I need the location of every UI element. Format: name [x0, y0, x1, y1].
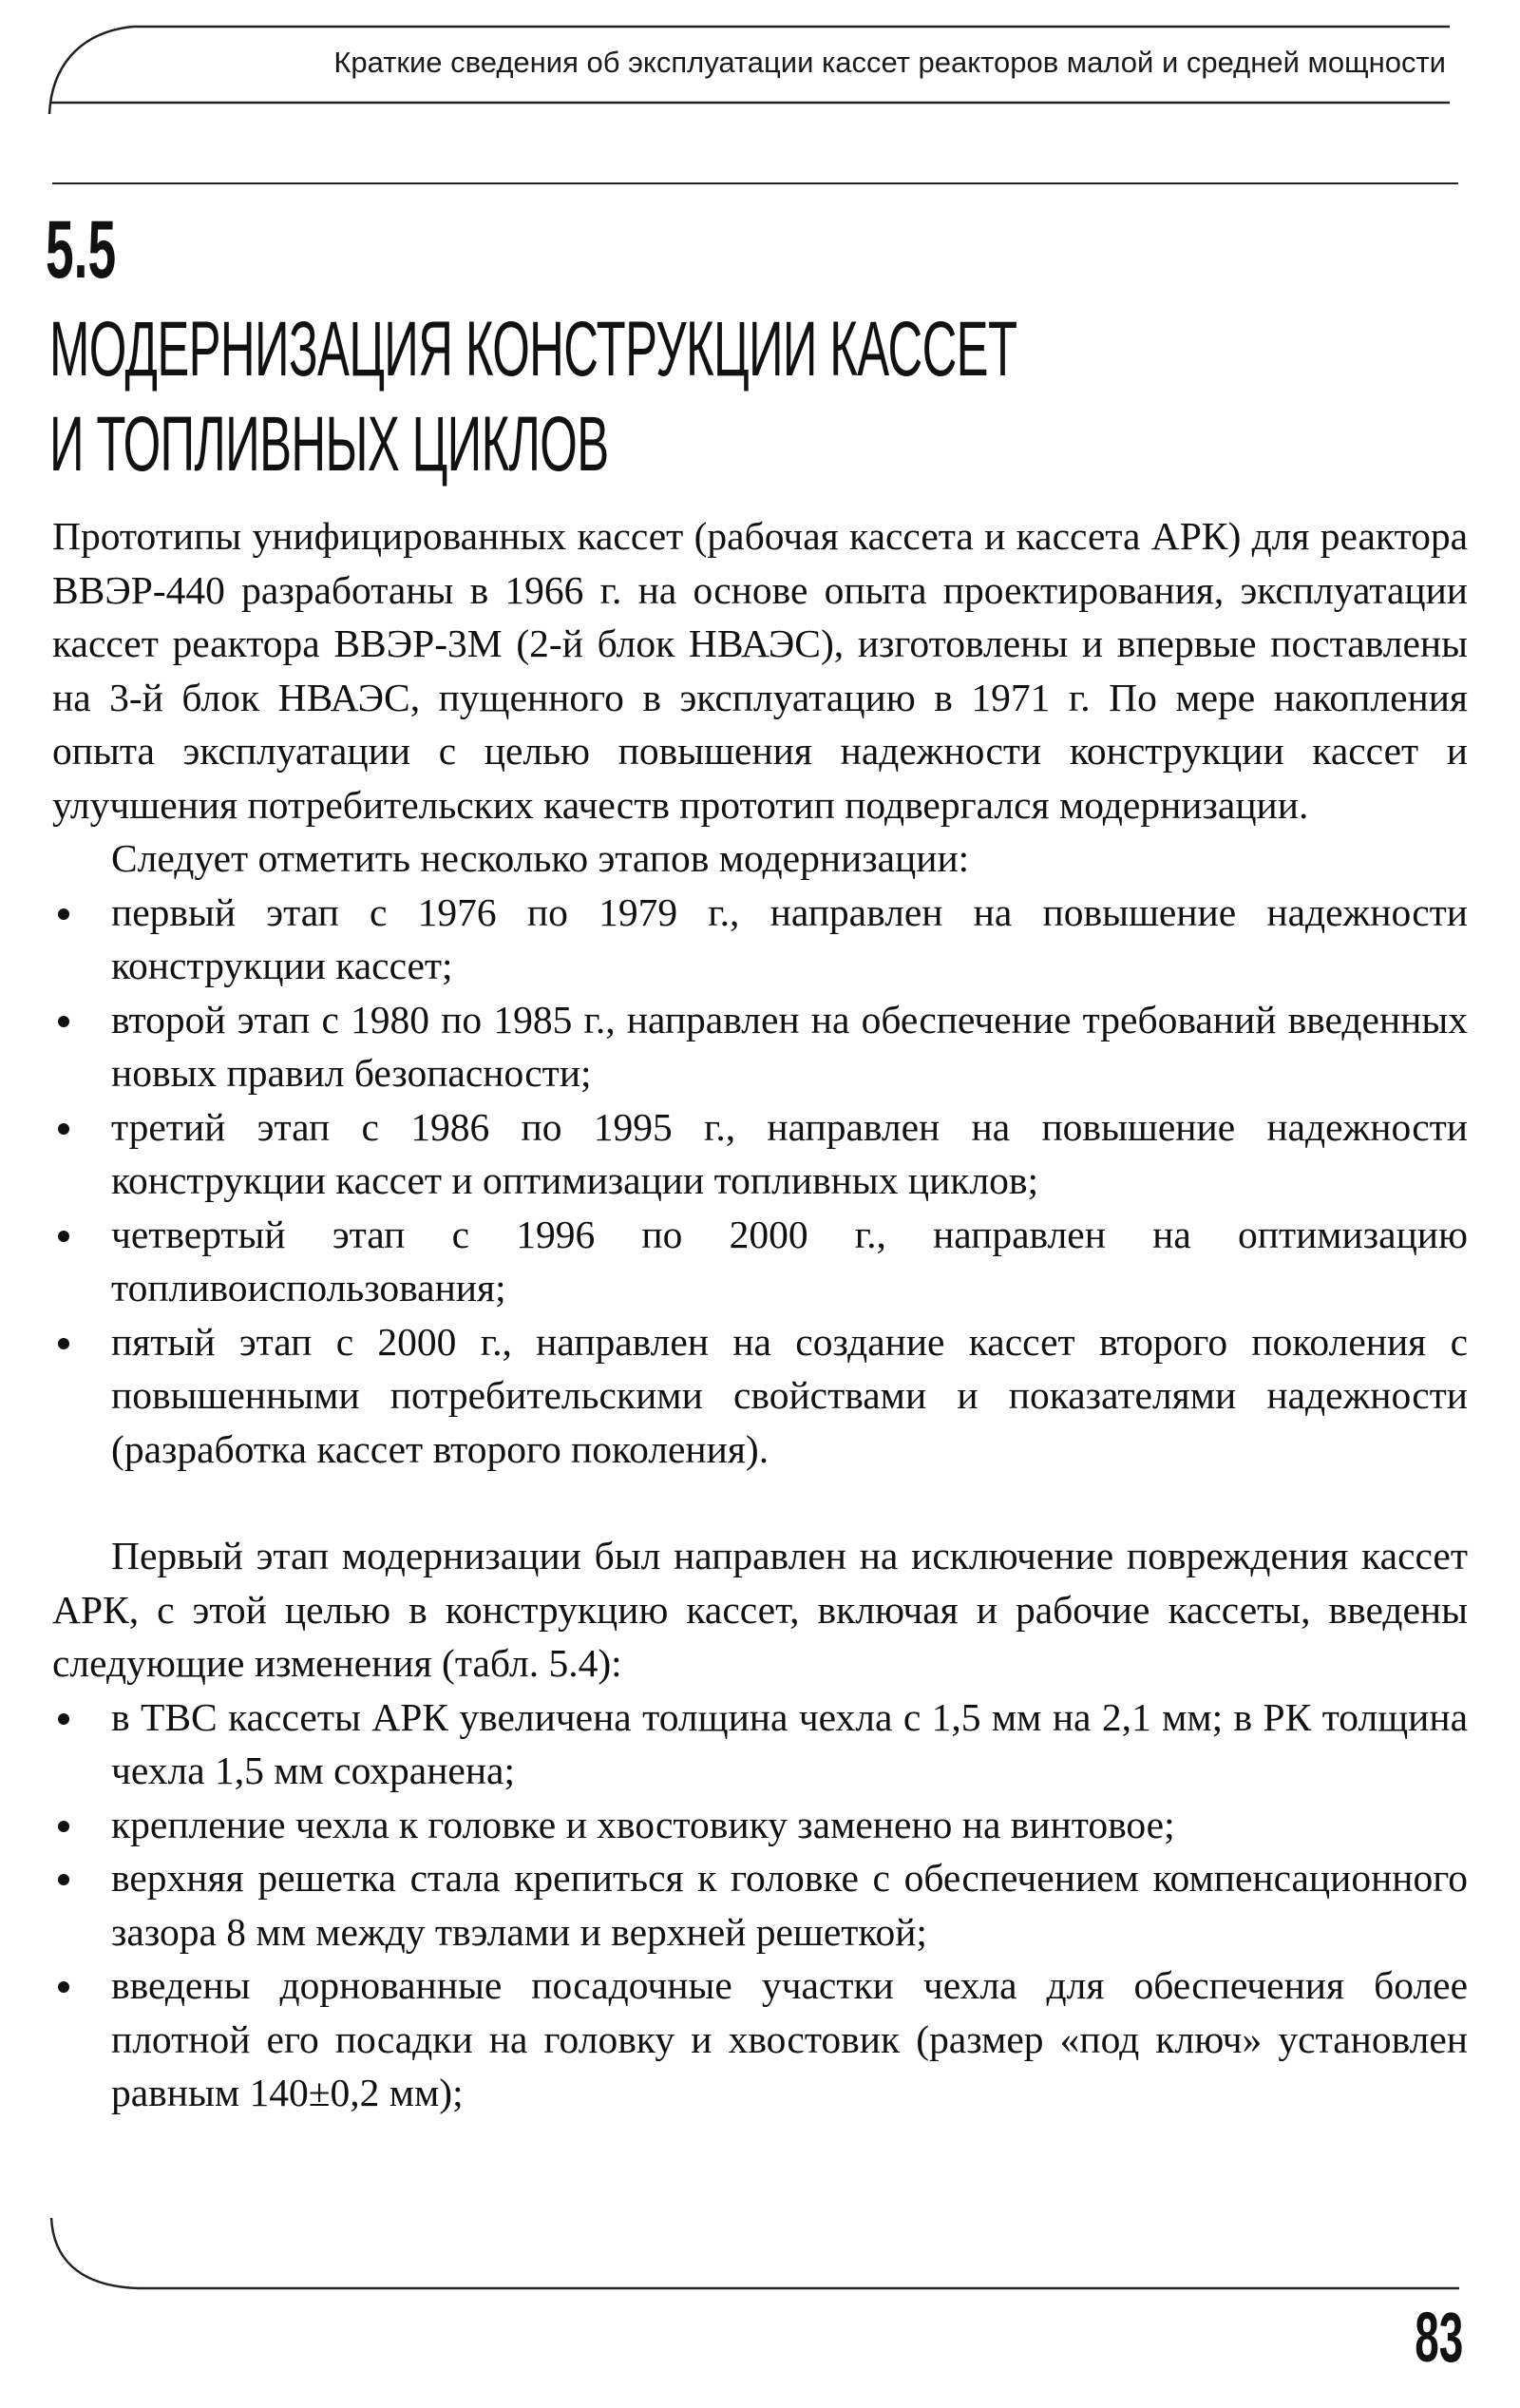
bullet-icon — [58, 1981, 69, 1993]
list-item-text: третий этап с 1986 по 1995 г., направлен на повышение надежности конструкции кассет и оптимизации топливных циклов; — [111, 1104, 1468, 1202]
bullet-icon — [58, 908, 69, 920]
list-item — [52, 1100, 1468, 1208]
bullet-icon — [58, 1338, 69, 1349]
list-item-text: верхняя решетка стала крепиться к головке с обеспечением компенсационного зазора 8 мм между твэлами и верхней решеткой; — [111, 1856, 1468, 1954]
list-item-text: первый этап с 1976 по 1979 г., направлен на повышение надежности конструкции кассет; — [111, 889, 1468, 987]
footer-frame — [48, 2214, 1472, 2300]
list-item — [52, 1798, 1468, 1852]
list-item-text: второй этап с 1980 по 1985 г., направлен на обеспечение требований введенных новых правил безопасности; — [111, 997, 1468, 1095]
list-item-text: четвертый этап с 1996 по 2000 г., направлен на оптимизацию топливоиспользования; — [111, 1212, 1468, 1309]
changes-list — [52, 1691, 1468, 2120]
section-title-line-1: МОДЕРНИЗАЦИЯ КОНСТРУКЦИИ КАССЕТ — [49, 306, 1017, 392]
section-title-line-2: И ТОПЛИВНЫХ ЦИКЛОВ — [49, 401, 609, 487]
list-item — [52, 1959, 1468, 2120]
bullet-icon — [58, 1821, 69, 1832]
running-header: Краткие сведения об эксплуатации кассет реакторов малой и средней мощности — [333, 46, 1446, 79]
page-number: 83 — [1414, 2298, 1463, 2377]
bullet-icon — [58, 1123, 69, 1135]
stages-list — [52, 886, 1468, 1477]
bullet-icon — [58, 1874, 69, 1885]
list-item-text: крепление чехла к головке и хвостовику заменено на винтовое; — [111, 1802, 1175, 1846]
list-item — [52, 993, 1468, 1100]
first-stage-paragraph: Первый этап модернизации был направлен на исключение повреждения кассет АРК, с этой целью в конструкцию кассет, включая и рабочие кассеты, введены следующие изменения (табл. 5.4): — [52, 1534, 1468, 1685]
list-item-text: введены дорнованные посадочные участки чехла для обеспечения более плотной его посадки на головку и хвостовик (размер «под ключ» установлен равным 140±0,2 мм); — [111, 1963, 1468, 2114]
list-item — [52, 1851, 1468, 1959]
list-item — [52, 886, 1468, 993]
bullet-icon — [58, 1713, 69, 1725]
bullet-icon — [58, 1016, 69, 1027]
section-title — [49, 302, 1016, 492]
stages-lead-paragraph: Следует отметить несколько этапов модернизации: — [111, 836, 970, 880]
intro-paragraph: Прототипы унифицированных кассет (рабочая кассета и кассета АРК) для реактора ВВЭР-440 разработаны в 1966 г. на основе опыта проектирования, эксплуатации кассет реактора ВВЭР-3М (2-й блок НВАЭС), изготовлены и впервые поставлены на 3-й блок НВАЭС, пущенного в эксплуатацию в 1971 г. По мере накопления опыта эксплуатации с целью повышения надежности конструкции кассет и улучшения потребительских качеств прототип подвергался модернизации. — [52, 514, 1468, 827]
list-item — [52, 1691, 1468, 1798]
list-item-text: пятый этап с 2000 г., направлен на создание кассет второго поколения с повышенными потребительскими свойствами и показателями надежности (разработка кассет второго поколения). — [111, 1319, 1468, 1471]
body-text — [52, 509, 1468, 2120]
section-number: 5.5 — [46, 204, 117, 296]
section-divider — [52, 182, 1458, 184]
list-item — [52, 1208, 1468, 1315]
list-item-text: в ТВС кассеты АРК увеличена толщина чехла с 1,5 мм на 2,1 мм; в РК толщина чехла 1,5 мм сохранена; — [111, 1694, 1468, 1792]
list-item — [52, 1315, 1468, 1477]
bullet-icon — [58, 1231, 69, 1242]
